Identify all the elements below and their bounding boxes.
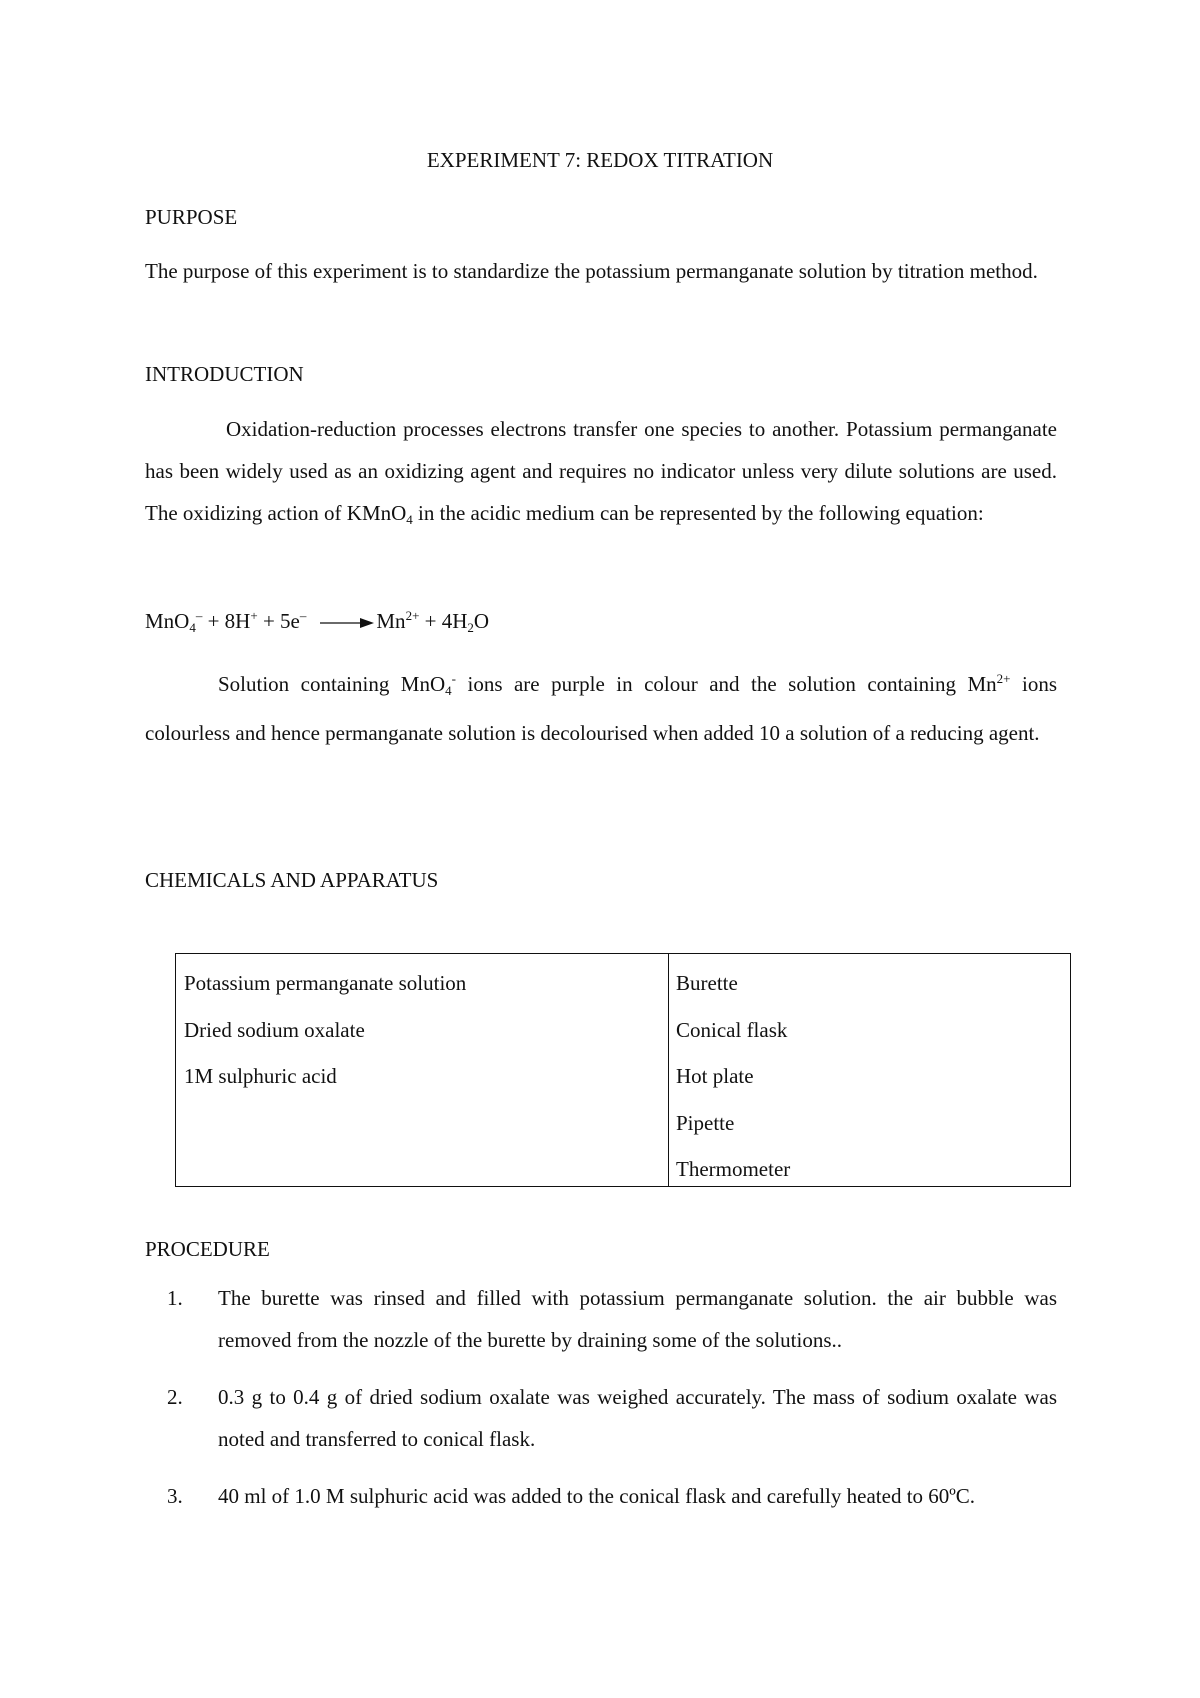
chemicals-column bbox=[184, 960, 466, 1100]
procedure-heading: PROCEDURE bbox=[145, 1237, 270, 1261]
chemicals-heading: CHEMICALS AND APPARATUS bbox=[145, 868, 439, 892]
apparatus-item: Thermometer bbox=[676, 1157, 791, 1181]
intro-p1-text-a: Oxidation-reduction processes electrons transfer one species to another. Potassium permanganate has been widely used as an oxidizing agent and requires no indicator unless very dilute solutions are used. The oxidizing action of KMnO bbox=[145, 417, 1057, 525]
apparatus-item: Burette bbox=[676, 971, 738, 995]
intro-p2-text-c: ions colourless and hence permanganate solution is decolourised when added 10 a solution of a reducing agent. bbox=[145, 672, 1057, 745]
intro-p2-sub: 4 bbox=[445, 683, 452, 698]
step-text: 0.3 g to 0.4 g of dried sodium oxalate was weighed accurately. The mass of sodium oxalate was noted and transferred to conical flask. bbox=[218, 1385, 1057, 1451]
eq-h-sup: + bbox=[250, 608, 258, 623]
introduction-heading: INTRODUCTION bbox=[145, 362, 304, 386]
purpose-text: The purpose of this experiment is to standardize the potassium permanganate solution by titration method. bbox=[145, 259, 1038, 283]
purpose-heading: PURPOSE bbox=[145, 205, 238, 229]
step-text: The burette was rinsed and filled with potassium permanganate solution. the air bubble was removed from the nozzle of the burette by draining some of the solutions.. bbox=[218, 1286, 1057, 1352]
chemical-item: Potassium permanganate solution bbox=[184, 971, 467, 995]
introduction-paragraph-1 bbox=[145, 408, 1057, 541]
eq-mno4-sub: 4 bbox=[189, 620, 196, 635]
chemical-item: Dried sodium oxalate bbox=[184, 1017, 365, 1042]
step-number: 1. bbox=[167, 1286, 183, 1310]
eq-5e: + 5e bbox=[257, 609, 300, 633]
eq-mn-sup: 2+ bbox=[405, 608, 420, 623]
intro-p2-text-b: ions are purple in colour and the solution containing Mn bbox=[456, 672, 997, 696]
eq-mno4: MnO bbox=[145, 609, 190, 633]
eq-o: O bbox=[473, 609, 490, 633]
intro-p2-sup2: 2+ bbox=[996, 671, 1011, 686]
redox-equation bbox=[145, 602, 489, 642]
eq-mno4-sup: – bbox=[195, 608, 203, 623]
intro-p1-text-b: in the acidic medium can be represented by the following equation: bbox=[412, 501, 984, 525]
introduction-paragraph-2 bbox=[145, 658, 1057, 754]
chemical-item: 1M sulphuric acid bbox=[184, 1064, 337, 1088]
step-text: 40 ml of 1.0 M sulphuric acid was added to the conical flask and carefully heated to 60ºC. bbox=[218, 1484, 976, 1508]
page-title: EXPERIMENT 7: REDOX TITRATION bbox=[426, 148, 774, 172]
eq-e-sup: – bbox=[299, 608, 307, 623]
eq-h2o-sub: 2 bbox=[467, 620, 474, 635]
reaction-arrow-icon bbox=[320, 616, 374, 630]
eq-8h: + 8H bbox=[202, 609, 251, 633]
eq-4h: + 4H bbox=[419, 609, 468, 633]
apparatus-item: Hot plate bbox=[676, 1064, 754, 1088]
intro-p1-sub: 4 bbox=[406, 512, 413, 527]
apparatus-item: Pipette bbox=[676, 1110, 735, 1135]
chemicals-apparatus-table bbox=[175, 953, 1071, 1187]
intro-p2-sup: - bbox=[451, 671, 456, 686]
step-number: 3. bbox=[167, 1484, 183, 1508]
apparatus-item: Conical flask bbox=[676, 1017, 788, 1042]
table-divider bbox=[668, 954, 669, 1186]
intro-p2-text-a: Solution containing MnO bbox=[218, 672, 446, 696]
step-number: 2. bbox=[167, 1385, 183, 1409]
apparatus-column bbox=[676, 960, 790, 1193]
eq-mn: Mn bbox=[376, 609, 406, 633]
